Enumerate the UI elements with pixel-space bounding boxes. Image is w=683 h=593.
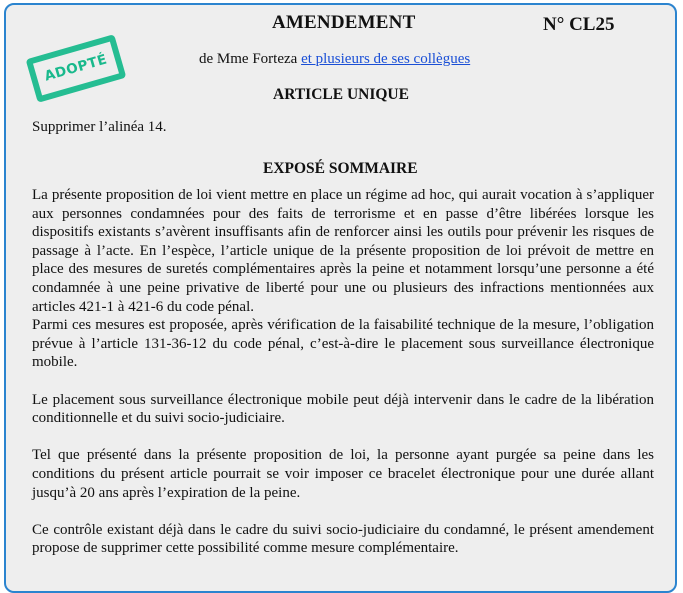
- summary-paragraph: Ce contrôle existant déjà dans le cadre du suivi socio-judiciaire du condamné, le présent amendement propose de supprimer cette possibilité comme mesure complémentaire.: [32, 521, 654, 557]
- adopted-stamp: [26, 34, 127, 103]
- amendment-document: [4, 3, 677, 593]
- co-authors-link[interactable]: et plusieurs de ses collègues: [301, 51, 471, 67]
- summary-heading: EXPOSÉ SOMMAIRE: [263, 160, 418, 177]
- amendment-instruction: Supprimer l’alinéa 14.: [32, 119, 167, 135]
- summary-paragraph: Tel que présenté dans la présente proposition de loi, la personne ayant purgée sa peine dans les conditions du présent article pourrait se voir imposer ce bracelet électronique pour une durée allant jusqu’à 20 ans après l’expiration de la peine.: [32, 447, 654, 501]
- article-heading: ARTICLE UNIQUE: [273, 86, 409, 103]
- summary-paragraph: La présente proposition de loi vient mettre en place un régime ad hoc, qui aurait vocation à s’appliquer aux personnes condamnées pour des faits de terrorisme et en passe d’être libérées lorsque les dispositifs existants s’avèrent insuffisants afin de renforcer ainsi les outils pour prévenir les risques de passage à l’acte. En l’espèce, l’article unique de la présente proposition de loi prévoit de mettre en place des mesures de suretés complémentaires après la peine et notamment lorsqu’une personne a été condamnée à une peine privative de liberté pour une ou plusieurs des infractions mentionnées aux articles 421-1 à 421-6 du code pénal.: [32, 187, 654, 315]
- summary-paragraph: Le placement sous surveillance électronique mobile peut déjà intervenir dans le cadre de la libération conditionnelle et du suivi socio-judiciaire.: [32, 391, 654, 427]
- summary-body: [32, 186, 654, 558]
- authors-prefix: de Mme Forteza: [199, 51, 298, 67]
- summary-paragraph: Parmi ces mesures est proposée, après vérification de la faisabilité technique de la mesure, l’obligation prévue à l’article 131-36-12 du code pénal, c’est-à-dire le placement sous surveillance électronique mobile.: [32, 317, 654, 371]
- authors-line: [199, 51, 470, 68]
- stamp-label: ADOPTÉ: [42, 51, 110, 85]
- document-title: AMENDEMENT: [272, 12, 416, 33]
- amendment-number: N° CL25: [543, 14, 615, 35]
